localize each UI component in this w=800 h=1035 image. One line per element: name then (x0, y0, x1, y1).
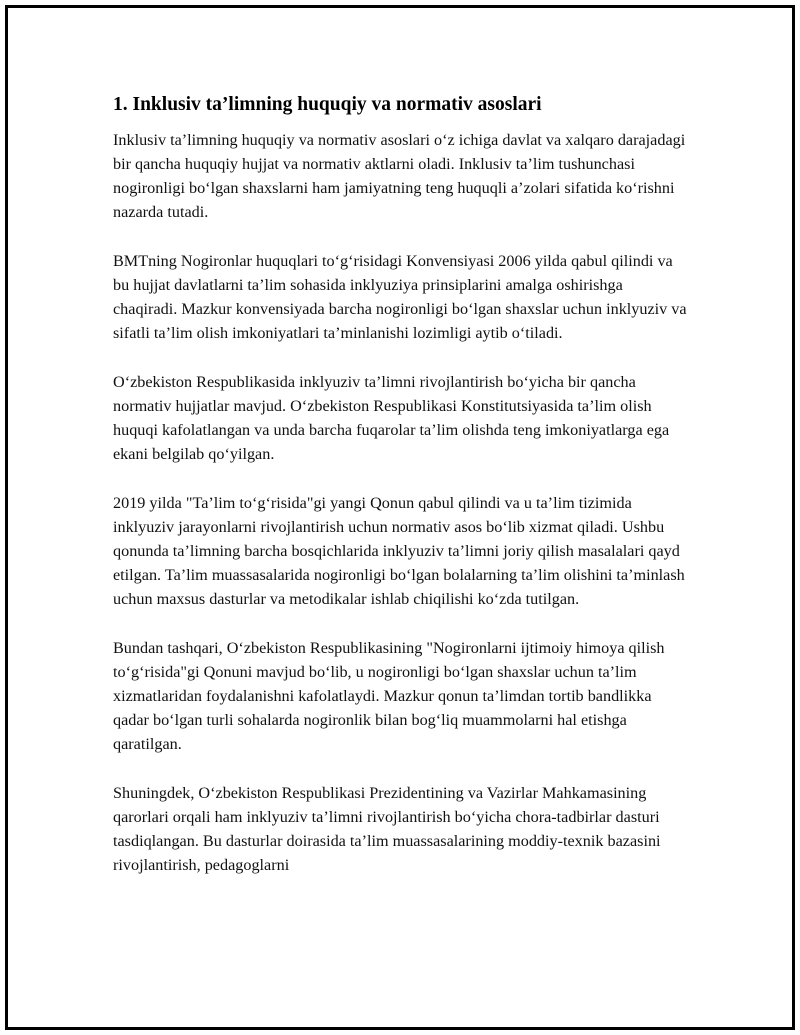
paragraph-presidential-decrees: Shuningdek, O‘zbekiston Respublikasi Prezidentining va Vazirlar Mahkamasining qarorlari orqali ham inklyuziv ta’limni rivojlantirish bo‘yicha chora-tadbirlar dasturi tasdiqlangan. Bu dasturlar doirasida ta’lim muassasalarining moddiy-texnik bazasini rivojlantirish, pedagoglarni (113, 784, 661, 874)
paragraph-national-documents: O‘zbekiston Respublikasida inklyuziv ta’limni rivojlantirish bo‘yicha bir qancha normativ hujjatlar mavjud. O‘zbekiston Respublikasi Konstitutsiyasida ta’lim olish huquqi kafolatlangan va unda barcha fuqarolar ta’lim olishda teng imkoniyatlarga ega ekani belgilab qo‘yilgan. (113, 373, 670, 463)
section-heading: 1. Inklusiv ta’limning huquqiy va normativ asoslari (113, 94, 542, 115)
paragraph-intro: Inklusiv ta’limning huquqiy va normativ asoslari o‘z ichiga davlat va xalqaro darajadagi bir qancha huquqiy hujjat va normativ aktlarni oladi. Inklusiv ta’lim tushunchasi nogironligi bo‘lgan shaxslarni ham jamiyatning teng huquqli a’zolari sifatida ko‘rishni nazarda tutadi. (113, 131, 686, 221)
paragraph-social-protection-law: Bundan tashqari, O‘zbekiston Respublikasining "Nogironlarni ijtimoiy himoya qilish to‘g‘risida"gi Qonuni mavjud bo‘lib, u nogironligi bo‘lgan shaxslar uchun ta’lim xizmatlaridan foydalanishni kafolatlaydi. Mazkur qonun ta’limdan tortib bandlikka qadar bo‘lgan turli sohalarda nogironlik bilan bog‘liq muammolarni hal etishga qaratilgan. (113, 639, 665, 753)
paragraph-education-law-2019: 2019 yilda "Ta’lim to‘g‘risida"gi yangi Qonun qabul qilindi va u ta’lim tizimida inklyuziv jarayonlarni rivojlantirish uchun normativ asos bo‘lib xizmat qiladi. Ushbu qonunda ta’limning barcha bosqichlarida inklyuziv ta’limni joriy qilish masalalari qayd etilgan. Ta’lim muassasalarida nogironligi bo‘lgan bolalarning ta’lim olishini ta’minlash uchun maxsus dasturlar va metodikalar ishlab chiqilishi ko‘zda tutilgan. (113, 494, 685, 608)
paragraph-un-convention: BMTning Nogironlar huquqlari to‘g‘risidagi Konvensiyasi 2006 yilda qabul qilindi va bu hujjat davlatlarni ta’lim sohasida inklyuziya prinsiplarini amalga oshirishga chaqiradi. Mazkur konvensiyada barcha nogironligi bo‘lgan shaxslar uchun inklyuziv va sifatli ta’lim olish imkoniyatlari ta’minlanishi lozimligi aytib o‘tiladi. (113, 252, 687, 342)
document-body (113, 92, 688, 902)
